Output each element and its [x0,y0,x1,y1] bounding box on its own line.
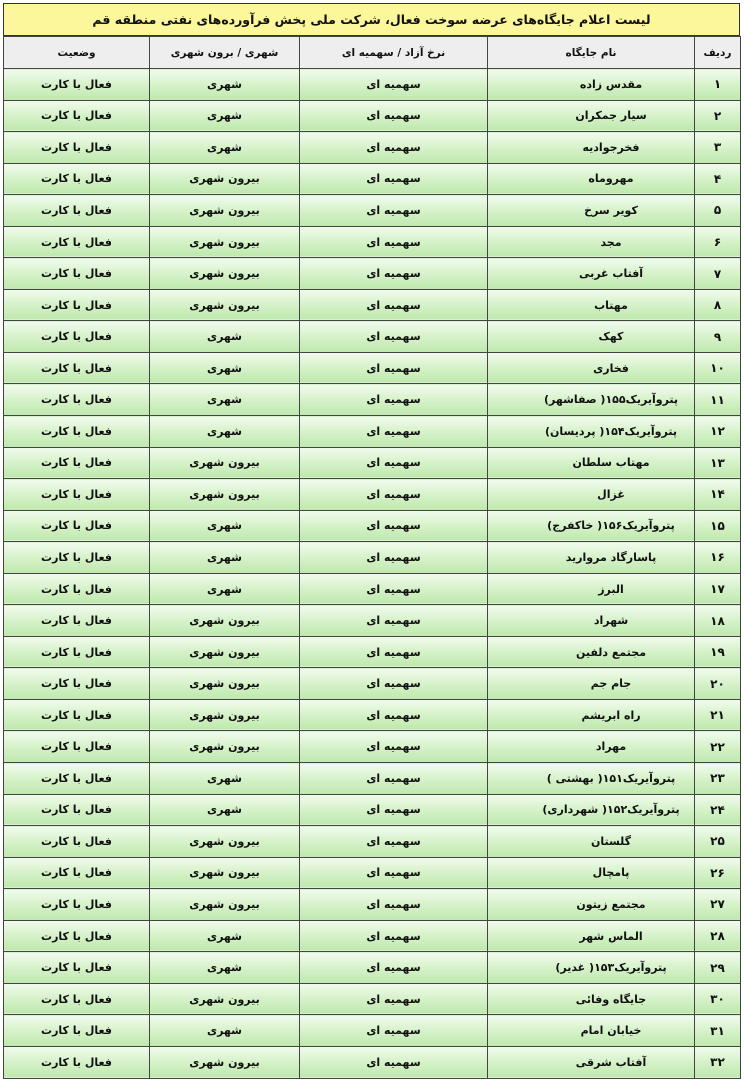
table-row [4,447,741,479]
location-type-cell: شهری [150,1015,300,1047]
rate-type-cell: سهمیه ای [300,416,488,448]
rate-type-cell: سهمیه ای [300,952,488,984]
location-type-cell: بیرون شهری [150,983,300,1015]
rate-type-cell: سهمیه ای [300,699,488,731]
station-name-cell [488,826,695,858]
row-index-cell: ۱۰ [695,352,741,384]
station-name-cell [488,100,695,132]
station-name-cell [488,794,695,826]
location-type-cell: شهری [150,321,300,353]
rate-type-cell: سهمیه ای [300,352,488,384]
station-name-text: پتروآیریک۱۵۲( شهرداری) [542,803,680,817]
rate-type-cell: سهمیه ای [300,321,488,353]
status-cell: فعال با کارت [4,763,150,795]
station-name-text: گلستان [590,834,632,848]
table-row [4,699,741,731]
station-name-cell [488,1015,695,1047]
location-type-cell: بیرون شهری [150,668,300,700]
status-cell: فعال با کارت [4,195,150,227]
location-type-cell: شهری [150,132,300,164]
table-row [4,321,741,353]
station-name-cell [488,731,695,763]
station-name-cell [488,132,695,164]
location-type-cell: شهری [150,510,300,542]
station-name-cell [488,889,695,921]
rate-type-cell: سهمیه ای [300,542,488,574]
status-cell: فعال با کارت [4,226,150,258]
table-row [4,226,741,258]
rate-type-cell: سهمیه ای [300,1046,488,1078]
rate-type-cell: سهمیه ای [300,763,488,795]
table-row [4,258,741,290]
status-cell: فعال با کارت [4,100,150,132]
station-name-text: پاسارگاد مروارید [565,550,657,564]
station-name-text: فخرجوادیه [582,140,640,154]
header-location: شهری / برون شهری [150,37,300,69]
station-name-cell [488,668,695,700]
station-name-text: غزال [597,487,625,501]
table-row [4,384,741,416]
table-header-row [4,37,741,69]
status-cell: فعال با کارت [4,857,150,889]
station-name-cell [488,542,695,574]
location-type-cell: بیرون شهری [150,636,300,668]
row-index-cell: ۱۱ [695,384,741,416]
station-name-cell [488,952,695,984]
station-name-text: پتروآیریک۱۵۱( بهشتی ) [546,771,676,785]
table-row [4,763,741,795]
row-index-cell: ۲۸ [695,920,741,952]
station-name-text: کویر سرخ [584,203,638,217]
status-cell: فعال با کارت [4,605,150,637]
status-cell: فعال با کارت [4,699,150,731]
station-name-text: پتروآیریک۱۵۳( غدیر) [555,961,667,975]
row-index-cell: ۵ [695,195,741,227]
location-type-cell: بیرون شهری [150,447,300,479]
status-cell: فعال با کارت [4,163,150,195]
station-name-text: پتروآیریک۱۵۵( صفاشهر) [543,393,679,407]
station-name-cell [488,636,695,668]
rate-type-cell: سهمیه ای [300,605,488,637]
rate-type-cell: سهمیه ای [300,69,488,101]
station-name-text: پتروآیریک۱۵۴( پردیسان) [545,424,677,438]
row-index-cell: ۱۴ [695,479,741,511]
location-type-cell: بیرون شهری [150,163,300,195]
rate-type-cell: سهمیه ای [300,226,488,258]
table-row [4,826,741,858]
station-name-text: شهراد [593,614,629,628]
station-name-cell [488,510,695,542]
row-index-cell: ۳۱ [695,1015,741,1047]
location-type-cell: بیرون شهری [150,226,300,258]
station-name-text: مجتمع زیتون [576,897,646,911]
location-type-cell: شهری [150,100,300,132]
status-cell: فعال با کارت [4,920,150,952]
location-type-cell: بیرون شهری [150,289,300,321]
location-type-cell: شهری [150,763,300,795]
rate-type-cell: سهمیه ای [300,384,488,416]
table-row [4,573,741,605]
row-index-cell: ۳۰ [695,983,741,1015]
station-name-cell [488,1046,695,1078]
status-cell: فعال با کارت [4,889,150,921]
rate-type-cell: سهمیه ای [300,132,488,164]
row-index-cell: ۲۶ [695,857,741,889]
rate-type-cell: سهمیه ای [300,636,488,668]
status-cell: فعال با کارت [4,731,150,763]
rate-type-cell: سهمیه ای [300,920,488,952]
status-cell: فعال با کارت [4,983,150,1015]
row-index-cell: ۲۷ [695,889,741,921]
location-type-cell: شهری [150,69,300,101]
station-name-cell [488,605,695,637]
station-name-text: مجد [600,235,622,249]
row-index-cell: ۷ [695,258,741,290]
station-name-cell [488,258,695,290]
station-name-cell [488,416,695,448]
table-row [4,731,741,763]
row-index-cell: ۱ [695,69,741,101]
table-row [4,69,741,101]
table-row [4,289,741,321]
station-name-text: کهک [598,330,624,344]
location-type-cell: بیرون شهری [150,889,300,921]
row-index-cell: ۲۳ [695,763,741,795]
table-row [4,889,741,921]
rate-type-cell: سهمیه ای [300,195,488,227]
station-name-text: جایگاه وفائی [575,992,647,1006]
page-title: لیست اعلام جایگاه‌های عرضه سوخت فعال، شرکت ملی پخش فرآورده‌های نفتی منطقه قم [3,3,740,36]
station-name-text: جام جم [590,677,632,691]
status-cell: فعال با کارت [4,479,150,511]
station-name-cell [488,195,695,227]
table-row [4,479,741,511]
location-type-cell: بیرون شهری [150,605,300,637]
row-index-cell: ۲۱ [695,699,741,731]
table-body [4,69,741,1079]
location-type-cell: شهری [150,352,300,384]
table-row [4,195,741,227]
station-name-cell [488,983,695,1015]
status-cell: فعال با کارت [4,258,150,290]
station-name-text: مهروماه [588,172,634,186]
station-name-cell [488,69,695,101]
rate-type-cell: سهمیه ای [300,731,488,763]
status-cell: فعال با کارت [4,952,150,984]
table-row [4,132,741,164]
row-index-cell: ۳ [695,132,741,164]
status-cell: فعال با کارت [4,1046,150,1078]
row-index-cell: ۲۰ [695,668,741,700]
location-type-cell: بیرون شهری [150,479,300,511]
location-type-cell: بیرون شهری [150,699,300,731]
location-type-cell: بیرون شهری [150,1046,300,1078]
rate-type-cell: سهمیه ای [300,889,488,921]
rate-type-cell: سهمیه ای [300,983,488,1015]
location-type-cell: بیرون شهری [150,857,300,889]
location-type-cell: بیرون شهری [150,258,300,290]
header-name: نام جایگاه [488,37,695,69]
status-cell: فعال با کارت [4,794,150,826]
row-index-cell: ۲۲ [695,731,741,763]
station-name-text: آفتاب شرقی [575,1055,647,1069]
table-row [4,510,741,542]
rate-type-cell: سهمیه ای [300,163,488,195]
station-name-cell [488,447,695,479]
row-index-cell: ۲۵ [695,826,741,858]
status-cell: فعال با کارت [4,384,150,416]
row-index-cell: ۹ [695,321,741,353]
station-name-cell [488,352,695,384]
status-cell: فعال با کارت [4,510,150,542]
station-name-cell [488,763,695,795]
rate-type-cell: سهمیه ای [300,510,488,542]
table-row [4,416,741,448]
status-cell: فعال با کارت [4,132,150,164]
fuel-stations-sheet [3,3,740,1077]
rate-type-cell: سهمیه ای [300,258,488,290]
row-index-cell: ۱۳ [695,447,741,479]
status-cell: فعال با کارت [4,447,150,479]
station-name-cell [488,920,695,952]
rate-type-cell: سهمیه ای [300,794,488,826]
table-row [4,794,741,826]
rate-type-cell: سهمیه ای [300,857,488,889]
row-index-cell: ۱۵ [695,510,741,542]
header-status: وضعیت [4,37,150,69]
status-cell: فعال با کارت [4,321,150,353]
table-row [4,668,741,700]
table-row [4,1046,741,1078]
row-index-cell: ۱۹ [695,636,741,668]
table-row [4,352,741,384]
row-index-cell: ۲۹ [695,952,741,984]
station-name-cell [488,479,695,511]
station-name-cell [488,857,695,889]
location-type-cell: شهری [150,573,300,605]
station-name-text: مهتاب سلطان [572,456,650,470]
rate-type-cell: سهمیه ای [300,668,488,700]
station-name-text: الماس شهر [579,929,643,943]
table-row [4,983,741,1015]
rate-type-cell: سهمیه ای [300,573,488,605]
station-name-text: فخاری [593,361,629,375]
station-name-text: مهراد [595,740,627,754]
table-row [4,1015,741,1047]
station-name-text: مقدس زاده [579,77,643,91]
status-cell: فعال با کارت [4,636,150,668]
location-type-cell: بیرون شهری [150,731,300,763]
location-type-cell: شهری [150,920,300,952]
status-cell: فعال با کارت [4,1015,150,1047]
location-type-cell: بیرون شهری [150,826,300,858]
station-name-cell [488,699,695,731]
table-row [4,605,741,637]
row-index-cell: ۱۲ [695,416,741,448]
station-name-text: پامچال [592,866,630,880]
row-index-cell: ۸ [695,289,741,321]
row-index-cell: ۱۸ [695,605,741,637]
rate-type-cell: سهمیه ای [300,1015,488,1047]
rate-type-cell: سهمیه ای [300,479,488,511]
table-row [4,542,741,574]
station-name-cell [488,321,695,353]
station-name-cell [488,163,695,195]
status-cell: فعال با کارت [4,668,150,700]
location-type-cell: شهری [150,794,300,826]
station-name-cell [488,289,695,321]
status-cell: فعال با کارت [4,826,150,858]
status-cell: فعال با کارت [4,289,150,321]
table-row [4,163,741,195]
status-cell: فعال با کارت [4,416,150,448]
header-index: ردیف [695,37,741,69]
station-name-text: آفتاب غربی [578,267,644,281]
status-cell: فعال با کارت [4,573,150,605]
station-name-cell [488,384,695,416]
table-row [4,636,741,668]
table-row [4,100,741,132]
table-row [4,920,741,952]
row-index-cell: ۱۷ [695,573,741,605]
station-name-text: راه ابریشم [581,708,641,722]
station-name-cell [488,573,695,605]
rate-type-cell: سهمیه ای [300,100,488,132]
location-type-cell: شهری [150,952,300,984]
row-index-cell: ۲ [695,100,741,132]
status-cell: فعال با کارت [4,69,150,101]
table-row [4,952,741,984]
table-row [4,857,741,889]
location-type-cell: شهری [150,384,300,416]
header-rate: نرخ آزاد / سهمیه ای [300,37,488,69]
station-name-text: مهتاب [594,298,628,312]
station-name-text: خیابان امام [580,1024,642,1038]
row-index-cell: ۲۴ [695,794,741,826]
location-type-cell: شهری [150,416,300,448]
station-name-text: مجتمع دلفین [575,645,647,659]
station-name-text: البرز [598,582,624,596]
rate-type-cell: سهمیه ای [300,447,488,479]
row-index-cell: ۶ [695,226,741,258]
location-type-cell: بیرون شهری [150,195,300,227]
rate-type-cell: سهمیه ای [300,289,488,321]
station-name-text: پتروآیریک۱۵۶( خاکفرج) [547,519,675,533]
station-name-text: سیار جمکران [575,109,647,123]
row-index-cell: ۱۶ [695,542,741,574]
status-cell: فعال با کارت [4,542,150,574]
rate-type-cell: سهمیه ای [300,826,488,858]
status-cell: فعال با کارت [4,352,150,384]
station-name-cell [488,226,695,258]
stations-table [3,36,741,1079]
row-index-cell: ۳۲ [695,1046,741,1078]
row-index-cell: ۴ [695,163,741,195]
location-type-cell: شهری [150,542,300,574]
